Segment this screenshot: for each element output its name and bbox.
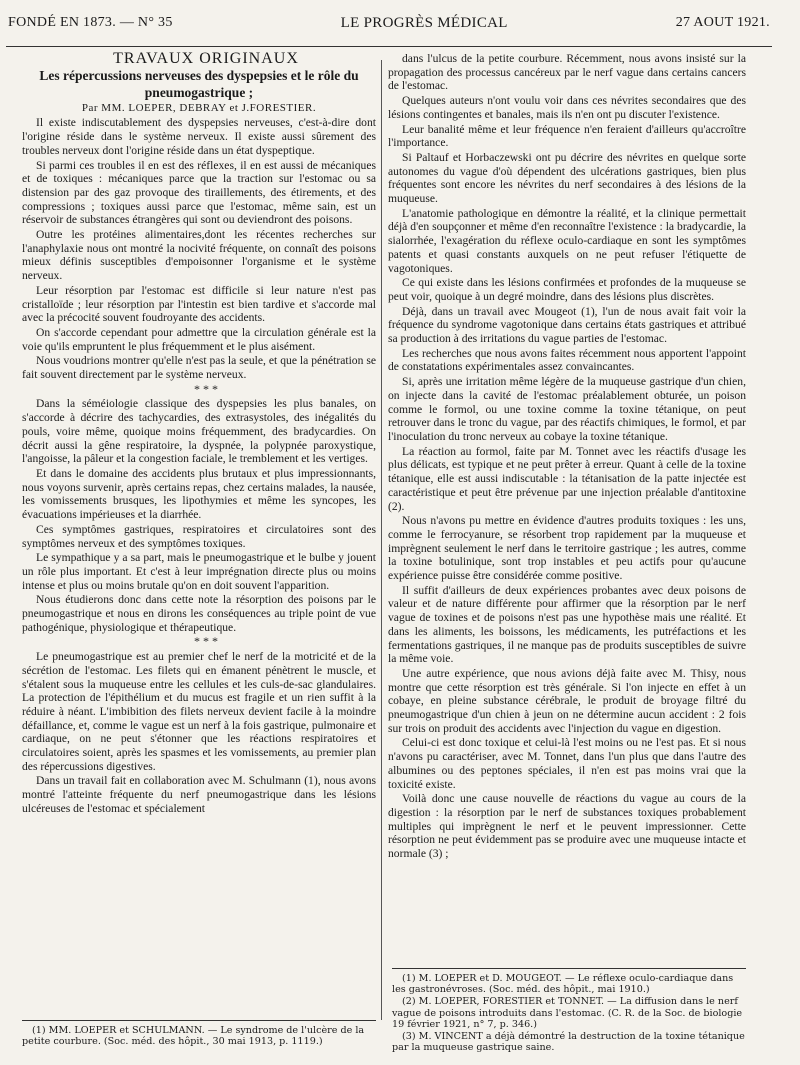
footnote: (1) M. LOEPER et D. MOUGEOT. — Le réflexe oculo-cardiaque dans les gastronévroses. (Soc. méd. des hôpit., mai 1910.): [392, 973, 734, 996]
running-header: [8, 6, 770, 40]
paragraph: Celui-ci est donc toxique et celui-là l'est moins ou ne l'est pas. Et si nous n'avons pu caractériser, avec M. Tonnet, dans l'un plus que dans l'autre des albumines ou des peptones spéciales, il n'en est pas moins vrai que la toxicité existe.: [388, 736, 746, 791]
paragraph: Leur résorption par l'estomac est difficile si leur nature n'est pas cristalloïde ; leur résorption par l'intestin est bien tardive et s'accorde mal avec la précocité souvent foudroyante des accidents.: [22, 283, 376, 325]
paragraph: Déjà, dans un travail avec Mougeot (1), l'un de nous avait fait voir la fréquence du syndrome vagotonique dans certains états gastriques et attribué sa production à des irritations du vague parties de l'estomac.: [388, 304, 746, 346]
issue-date: 27 AOUT 1921.: [675, 15, 770, 30]
paragraph: Le pneumogastrique est au premier chef le nerf de la motricité et de la sécrétion de l'estomac. Les filets qui en émanent pénètrent le muscle, et s'étalent sous la muqueuse entre les cellules et les culs-de-sac glandulaires. La protection de l'épithélium et du mucus est fragile et un rien suffit à la réduire à néant. L'imbibition des filets nerveux devient facile à la moindre défaillance, et, comme le vague est un nerf à la fois gastrique, pulmonaire et cardiaque, on ne peut s'étonner que les réactions respiratoires et circulatoires soient, après les spasmes et les vomissements, au premier plan des répercussions digestives.: [22, 650, 376, 773]
paragraph: Nous voudrions montrer qu'elle n'est pas la seule, et que la pénétration se fait souvent directement par le système nerveux.: [22, 354, 376, 382]
right-paragraphs: [388, 52, 746, 861]
paragraph: Les recherches que nous avons faites récemment nous apportent l'appoint de constatations expérimentales assez convaincantes.: [388, 346, 746, 374]
journal-title: LE PROGRÈS MÉDICAL: [340, 14, 508, 31]
section-title: TRAVAUX ORIGINAUX: [113, 50, 299, 67]
paragraph: Voilà donc une cause nouvelle de réactions du vague au cours de la digestion : la résorption par le nerf de substances toxiques probablement multiples qui imprègnent le nerf et le peuvent impressionner. Cette résorption ne peut évidemment pas se produire avec une muqueuse intacte et normale (3) ;: [388, 792, 746, 861]
header-rule: [6, 46, 772, 47]
left-paragraphs-vagus: [22, 650, 376, 815]
paragraph: dans l'ulcus de la petite courbure. Récemment, nous avons insisté sur la propagation des processus cancéreux par le nerf vague dans certains cancers de l'estomac.: [388, 52, 746, 93]
footnote: (1) MM. LOEPER et SCHULMANN. — Le syndrome de l'ulcère de la petite courbure. (Soc. méd. des hôpit., 30 mai 1913, p. 1119.): [22, 1025, 365, 1048]
article-title: Les répercussions nerveuses des dyspepsies et le rôle du pneumogastrique ;: [39, 67, 359, 100]
left-paragraphs-symptoms: [22, 397, 376, 634]
paragraph: Nous n'avons pu mettre en évidence d'autres produits toxiques : les uns, comme le ferrocyanure, se résorbent trop rapidement par la muqueuse et imprègnent seulement le nerf dans le territoire gastrique ; les autres, comme la toxine botulinique, sont trop instables et peu actifs pour qu'aucune expérience puisse être considérée comme positive.: [388, 514, 746, 583]
footnote-rule: [392, 968, 746, 969]
paragraph: Si parmi ces troubles il en est des réflexes, il en est aussi de mécaniques et de toxiques : mécaniques parce que la traction sur l'estomac ou sa distension par des gaz provoque des tiraillements, des étirements, et des compressions ; toxiques aussi parce que l'estomac, même sain, est un réservoir de substances étrangères qui sont ou deviendront des poisons.: [22, 158, 376, 227]
section-separator: * * *: [194, 634, 218, 649]
paragraph: Une autre expérience, que nous avions déjà faite avec M. Thisy, nous montre que cette résorption est très générale. Si l'on injecte en effet à un cobaye, en pleine substance cérébrale, le produit de broyage filtré du pneumogastrique d'un chien à jeun on ne détermine aucun accident : 2 fois sur trois on produit des accidents avec l'injection du vague en digestion.: [388, 666, 746, 735]
paragraph: Ce qui existe dans les lésions confirmées et profondes de la muqueuse se peut voir, quoique à un degré moindre, dans des lésions plus discrètes.: [388, 276, 746, 303]
paragraph: On s'accorde cependant pour admettre que la circulation générale est la voie qu'ils empruntent le plus fréquemment et le plus aisément.: [22, 325, 376, 353]
paragraph: L'anatomie pathologique en démontre la réalité, et la clinique permettait déjà d'en soupçonner et même d'en reconnaître l'existence : la bradycardie, la sialorrhée, l'exagération du réflexe oculo-cardiaque en sont les symptômes patents et quasi constants auxquels on ne peut refuser l'étiquette de vagotoniques.: [388, 206, 746, 275]
paragraph: Si, après une irritation même légère de la muqueuse gastrique d'un chien, on injecte dans la cavité de l'estomac préalablement obturée, un poison comme le formol, ou une toxine comme la toxine tétanique, on peut retrouver dans le tronc du vague, par des réactifs chimiques, le formol, et par l'inoculation du tronc nerveux au cobaye la toxine tétanique.: [388, 375, 746, 443]
right-footnotes: [392, 960, 746, 1054]
paragraph: Nous étudierons donc dans cette note la résorption des poisons par le pneumogastrique et nous en dirons les conséquences au triple point de vue pathogénique, physiologique et thérapeutique.: [22, 593, 376, 634]
paragraph: Il suffit d'ailleurs de deux expériences probantes avec deux poisons de valeur et de nature différente pour affirmer que la résorption par le nerf vague de toxines et de poisons n'est pas une hypothèse mais une réalité. Et dans les aliments, les boissons, les médicaments, les putréfactions et les fermentations gastriques, il ne manque pas de produits susceptibles de suivre la même voie.: [388, 583, 746, 666]
right-column: [388, 52, 746, 862]
paragraph: La réaction au formol, faite par M. Tonnet avec les réactifs d'usage les plus délicats, est typique et ne peut prêter à erreur. Quant à celle de la toxine tétanique, elle est aussi indiscutable : la tétanisation de la patte injectée est caractéristique et peut être prévenue par une injection préalable d'antitoxine (2).: [388, 444, 746, 513]
paragraph: Ces symptômes gastriques, respiratoires et circulatoires sont des symptômes nerveux et des symptômes toxiques.: [22, 522, 376, 550]
article-authors: Par MM. LOEPER, DEBRAY et J.FORESTIER.: [81, 101, 317, 114]
paragraph: Le sympathique y a sa part, mais le pneumogastrique et le bulbe y jouent un rôle plus important. Et c'est à leur imprégnation directe plus ou moins intense et plus ou moins brutale qu'on en doit souvent l'apparition.: [22, 551, 376, 592]
footnote: (2) M. LOEPER, FORESTIER et TONNET. — La diffusion dans le nerf vague de poisons introduits dans l'estomac. (C. R. de la Soc. de biologie 19 février 1921, n° 7, p. 346.): [392, 996, 743, 1030]
paragraph: Dans la séméiologie classique des dyspepsies les plus banales, on s'accorde à décrire des tachycardies, des extrasystoles, des inégalités du pouls, voire même, quoique moins fréquemment, des bradycardies. On décrit aussi la gêne respiratoire, la dyspnée, la polypnée paroxystique, l'angoisse, la pâleur et la congestion faciale, le tremblement et les vertiges.: [22, 397, 376, 466]
header-founded-issue: FONDÉ EN 1873. — N° 35: [8, 15, 173, 30]
paragraph: Si Paltauf et Horbaczewski ont pu décrire des névrites en quelque sorte autonomes du vague d'où dépendent des ulcérations gastriques, bien plus fréquentes sont encore les névrites du nerf secondaires à des lésions de la muqueuse.: [388, 150, 746, 206]
footnote: (3) M. VINCENT a déjà démontré la destruction de la toxine tétanique par la muqueuse gastrique saine.: [392, 1031, 745, 1054]
column-divider: [381, 60, 382, 1020]
right-footnote-list: [392, 973, 746, 1053]
paragraph: Outre les protéines alimentaires,dont les récentes recherches sur l'anaphylaxie nous ont montré la nocivité fréquente, on connaît des poisons mieux définis susceptibles d'empoisonner l'organisme et le système nerveux.: [22, 228, 376, 283]
left-footnotes: [22, 1012, 376, 1048]
paragraph: Et dans le domaine des accidents plus brutaux et plus impressionnants, nous voyons survenir, après certains repas, chez certains malades, la nausée, les vomissements brusques, les lipothymies et même les syncopes, les évacuations impérieuses et la diarrhée.: [22, 466, 376, 522]
footnote-rule: [22, 1020, 376, 1021]
paragraph: Leur banalité même et leur fréquence n'en feraient d'ailleurs qu'accroître l'importance.: [388, 122, 746, 150]
paragraph: Quelques auteurs n'ont voulu voir dans ces névrites secondaires que des lésions contingentes et banales, mais ils n'en ont pu discuter l'existence.: [388, 94, 746, 121]
left-column: [22, 52, 376, 817]
left-paragraphs-intro: [22, 116, 376, 381]
paragraph: Il existe indiscutablement des dyspepsies nerveuses, c'est-à-dire dont l'origine réside dans le système nerveux. Il existe aussi sûrement des troubles nerveux dont l'origine réside dans un état dyspeptique.: [22, 116, 376, 157]
section-separator: * * *: [194, 381, 218, 396]
paragraph: Dans un travail fait en collaboration avec M. Schulmann (1), nous avons montré l'atteinte fréquente du nerf pneumogastrique dans les lésions ulcéreuses de l'estomac et spécialement: [22, 774, 376, 815]
